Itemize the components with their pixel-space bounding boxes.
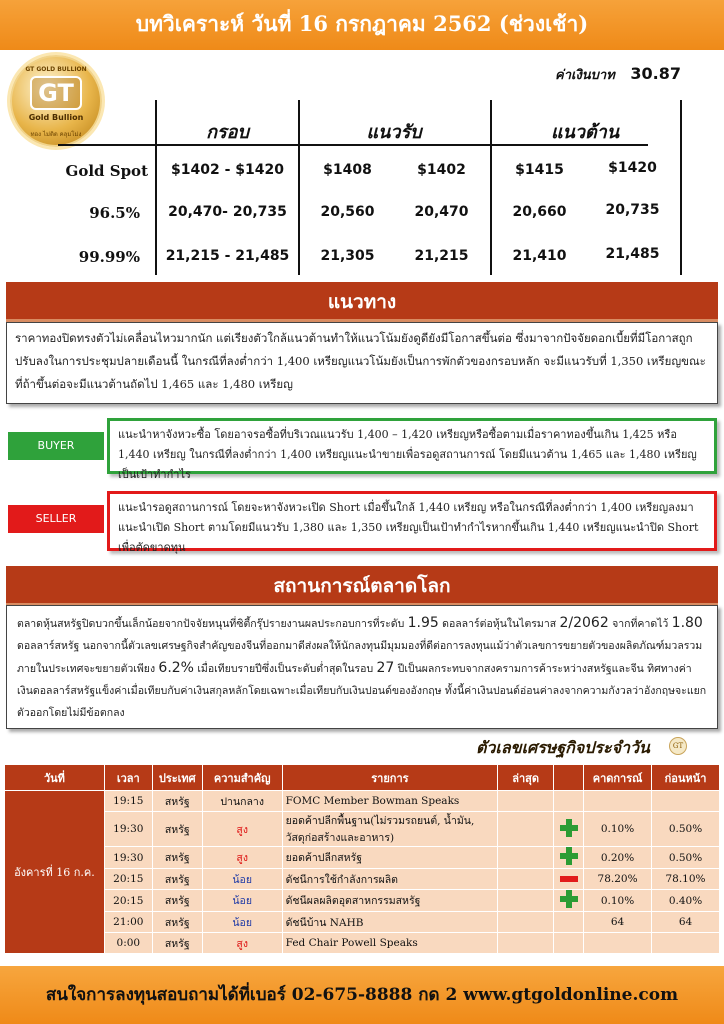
table-row [5, 890, 720, 912]
trend-cell [554, 869, 584, 890]
table-divider [680, 100, 682, 275]
logo-sub-text: Gold Bullion [28, 113, 84, 122]
support-2: $1402 [417, 162, 466, 178]
importance-cell: สูง [202, 847, 282, 869]
col-previous: ก่อนหน้า [652, 765, 720, 791]
coin-icon: GT [669, 737, 687, 755]
row-label: Gold Spot [65, 162, 148, 180]
world-text-part: ดอลลาร์สหรัฐ นอกจากนี้ตัวเลขเศรษฐกิจสำคัญของจีนที่ออกมาดีส่งผลให้นักลงทุนมีมุมมองที่ดีต่อการลงทุนแม้ว่าตัวเลขการขยายตัวของผลิตภัณฑ์มวลรวมภายในประเทศจะขยายตัวเพียง [17, 640, 703, 675]
resistance-2: 20,735 [605, 202, 660, 218]
importance-cell: สูง [202, 812, 282, 847]
world-text-part: ปีเป็นผลกระทบจากสงครามการค้าระหว่างสหรัฐและจีน ทิศทางค่าเงินดอลลาร์สหรัฐแข็งค่าเมื่อเทียบกับค่าเงินสกุลหลักโดยเฉพาะเมื่อเทียบกับเงินปอนด์ของอังกฤษ ทั้งนี้ค่าเงินปอนด์อ่อนค่าลงจากความกังวลว่าอังกฤษจะแยกตัวออกโดยไม่มีข้อตกลง [17, 663, 707, 719]
guidance-text: ราคาทองปิดทรงตัวไม่เคลื่อนไหวมากนัก แต่เรียงตัวใกล้แนวต้านทำให้แนวโน้มยังดูดียังมีโอกาสขึ้นต่อ ซึ่งมาจากปัจจัยดอกเบี้ยที่มีโอกาสถูกปรับลงในการประชุมปลายเดือนนี้ ในกรณีที่ลงต่ำกว่า 1,400 เหรียญแนวโน้มยังเป็นการพักตัวของกรอบหลัก จะมีแนวรับที่ 1,350 เหรียญขณะที่ถ้าขึ้นต่อจะมีแนวต้านถัดไป 1,465 และ 1,480 เหรียญ [6, 322, 718, 404]
latest-cell [498, 812, 554, 847]
guidance-header: แนวทาง [6, 282, 718, 322]
buyer-recommendation: แนะนำหาจังหวะซื้อ โดยอาจรอซื้อที่บริเวณแนวรับ 1,400 – 1,420 เหรียญหรือซื้อตามเมื่อราคาทองขึ้นเกิน 1,425 หรือ 1,440 เหรียญ ในกรณีที่ลงต่ำกว่า 1,400 เหรียญแนะนำขายเพื่อรอดูสถานการณ์ โดยมีแนวต้าน 1,465 และ 1,480 เหรียญเป็นเป้าทำกำไร [107, 418, 717, 474]
minus-icon [560, 876, 578, 882]
forecast-cell [584, 791, 652, 812]
time-cell: 20:15 [104, 890, 152, 912]
col-trend [554, 765, 584, 791]
row-label: 99.99% [78, 248, 140, 266]
col-latest: ล่าสุด [498, 765, 554, 791]
item-cell: ดัชนีการใช้กำลังการผลิต [282, 869, 498, 890]
previous-cell: 0.40% [652, 890, 720, 912]
latest-cell [498, 933, 554, 954]
trend-cell [554, 812, 584, 847]
previous-cell: 0.50% [652, 812, 720, 847]
logo-mark: GT [30, 76, 82, 110]
fx-value: 30.87 [630, 64, 681, 83]
support-1: $1408 [323, 162, 372, 178]
latest-cell [498, 890, 554, 912]
latest-cell [498, 912, 554, 933]
item-cell: ดัชนีบ้าน NAHB [282, 912, 498, 933]
importance-cell: ปานกลาง [202, 791, 282, 812]
item-cell: ยอดค้าปลีกพื้นฐาน(ไม่รวมรถยนต์, น้ำมัน, วัสดุก่อสร้างและอาหาร) [282, 812, 498, 847]
econ-title: ตัวเลขเศรษฐกิจประจำวัน [476, 738, 650, 757]
country-cell: สหรัฐ [152, 812, 202, 847]
table-divider [155, 100, 157, 275]
seller-recommendation: แนะนำรอดูสถานการณ์ โดยจะหาจังหวะเปิด Short เมื่อขึ้นใกล้ 1,440 เหรียญ หรือในกรณีที่ลงต่ำกว่า 1,400 เหรียญลงมาแนะนำเปิด Short ตามโดยมีแนวรับ 1,380 และ 1,350 เหรียญเป็นเป้าทำกำไรหากขึ้นเกิน 1,440 เหรียญแนะนำปิด Short เพื่อตัดขาดทุน [107, 491, 717, 551]
item-cell: ดัชนีผลผลิตอุตสาหกรรมสหรัฐ [282, 890, 498, 912]
col-forecast: คาดการณ์ [584, 765, 652, 791]
table-row [5, 869, 720, 890]
importance-cell: น้อย [202, 890, 282, 912]
world-header: สถานการณ์ตลาดโลก [6, 566, 718, 606]
country-cell: สหรัฐ [152, 890, 202, 912]
trend-cell [554, 912, 584, 933]
fx-rate [555, 64, 681, 85]
forecast-cell: 64 [584, 912, 652, 933]
latest-cell [498, 791, 554, 812]
econ-header-row [5, 765, 720, 791]
trend-cell [554, 890, 584, 912]
previous-cell: 78.10% [652, 869, 720, 890]
world-figure: 1.95 [407, 615, 439, 631]
price-range: 21,215 - 21,485 [165, 248, 290, 264]
plus-icon [560, 819, 578, 837]
time-cell: 19:30 [104, 812, 152, 847]
econ-calendar-table [4, 764, 720, 954]
previous-cell: 0.50% [652, 847, 720, 869]
world-text [6, 605, 718, 729]
col-importance: ความสำคัญ [202, 765, 282, 791]
country-cell: สหรัฐ [152, 847, 202, 869]
contact-footer: สนใจการลงทุนสอบถามได้ที่เบอร์ 02-675-8888 กด 2 www.gtgoldonline.com [0, 966, 724, 1024]
forecast-cell: 78.20% [584, 869, 652, 890]
fx-label: ค่าเงินบาท [555, 68, 615, 83]
company-logo [10, 55, 102, 147]
table-row [5, 812, 720, 847]
importance-cell: สูง [202, 933, 282, 954]
col-head-support: แนวรับ [366, 122, 422, 143]
time-cell: 0:00 [104, 933, 152, 954]
col-time: เวลา [104, 765, 152, 791]
importance-cell: น้อย [202, 869, 282, 890]
resistance-1: 20,660 [512, 204, 567, 220]
world-figure: 1.80 [671, 615, 703, 631]
table-row [5, 847, 720, 869]
table-row [5, 933, 720, 954]
forecast-cell: 0.10% [584, 812, 652, 847]
world-text-part: เมื่อเทียบรายปีซึ่งเป็นระดับต่ำสุดในรอบ [194, 663, 377, 675]
trend-cell [554, 847, 584, 869]
seller-tag: SELLER [8, 505, 104, 533]
plus-icon [560, 890, 578, 908]
row-label: 96.5% [89, 204, 140, 222]
support-1: 21,305 [320, 248, 375, 264]
price-range: 20,470- 20,735 [168, 204, 287, 220]
country-cell: สหรัฐ [152, 791, 202, 812]
resistance-1: $1415 [515, 162, 564, 178]
col-item: รายการ [282, 765, 498, 791]
resistance-2: $1420 [608, 160, 657, 176]
table-row [5, 912, 720, 933]
resistance-1: 21,410 [512, 248, 567, 264]
trend-cell [554, 791, 584, 812]
world-figure: 2/2062 [559, 615, 609, 631]
item-cell: ยอดค้าปลีกสหรัฐ [282, 847, 498, 869]
world-figure: 27 [376, 660, 395, 676]
previous-cell: 64 [652, 912, 720, 933]
forecast-cell: 0.20% [584, 847, 652, 869]
col-country: ประเทศ [152, 765, 202, 791]
resistance-2: 21,485 [605, 246, 660, 262]
world-text-part: ดอลลาร์ต่อหุ้นในไตรมาส [438, 618, 560, 630]
latest-cell [498, 847, 554, 869]
col-head-resistance: แนวต้าน [550, 122, 620, 143]
col-date: วันที่ [5, 765, 105, 791]
plus-icon [560, 847, 578, 865]
world-figure: 6.2% [158, 660, 194, 676]
page-title: บทวิเคราะห์ วันที่ 16 กรกฎาคม 2562 (ช่วงเช้า) [135, 11, 589, 36]
item-cell: FOMC Member Bowman Speaks [282, 791, 498, 812]
forecast-cell: 0.10% [584, 890, 652, 912]
previous-cell [652, 791, 720, 812]
item-cell: Fed Chair Powell Speaks [282, 933, 498, 954]
table-row [5, 791, 720, 812]
country-cell: สหรัฐ [152, 912, 202, 933]
support-1: 20,560 [320, 204, 375, 220]
buyer-tag: BUYER [8, 432, 104, 460]
time-cell: 20:15 [104, 869, 152, 890]
logo-bottom-text: ทอง ไม่ติด คลุมโม่ง [30, 131, 82, 138]
logo-top-text: GT GOLD BULLION [25, 66, 87, 73]
previous-cell [652, 933, 720, 954]
time-cell: 19:15 [104, 791, 152, 812]
support-2: 21,215 [414, 248, 469, 264]
day-cell: อังคารที่ 16 ก.ค. [5, 791, 105, 954]
importance-cell: น้อย [202, 912, 282, 933]
forecast-cell [584, 933, 652, 954]
latest-cell [498, 869, 554, 890]
support-2: 20,470 [414, 204, 469, 220]
price-range: $1402 - $1420 [171, 162, 284, 178]
world-text-part: จากที่คาดไว้ [608, 618, 672, 630]
trend-cell [554, 933, 584, 954]
country-cell: สหรัฐ [152, 869, 202, 890]
time-cell: 21:00 [104, 912, 152, 933]
world-text-part: ตลาดหุ้นสหรัฐปิดบวกขึ้นเล็กน้อยจากปัจจัยหนุนที่ซิตี้กรุ๊ปรายงานผลประกอบการที่ระดับ [17, 618, 408, 630]
country-cell: สหรัฐ [152, 933, 202, 954]
time-cell: 19:30 [104, 847, 152, 869]
col-head-range: กรอบ [206, 122, 249, 143]
